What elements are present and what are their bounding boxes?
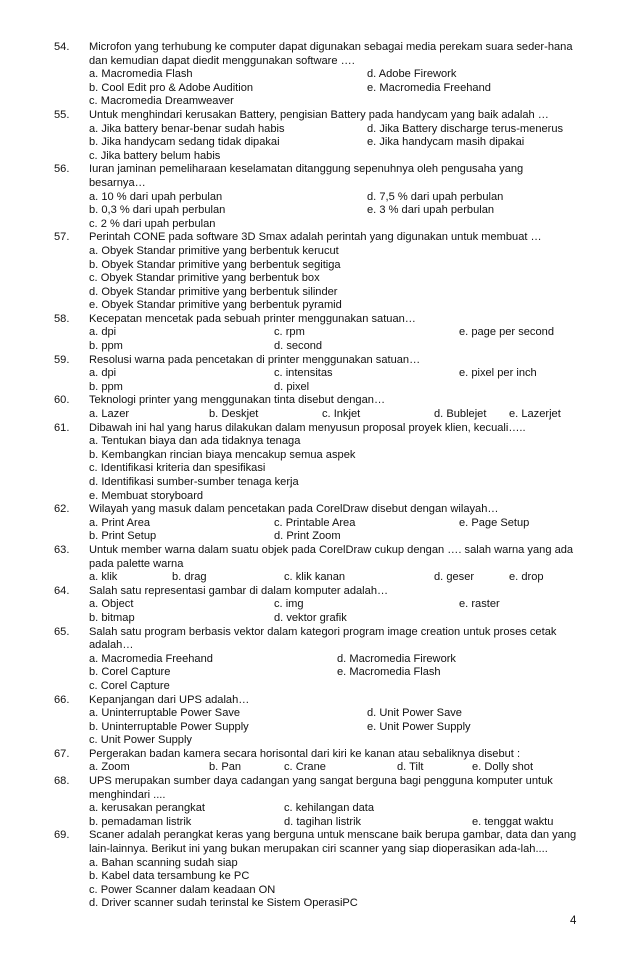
option-a: a. Lazer <box>89 408 130 421</box>
option-c: c. Obyek Standar primitive yang berbentuk box <box>89 272 320 285</box>
option-c: c. rpm <box>274 326 305 339</box>
question-55 <box>0 109 638 163</box>
option-d: d. second <box>274 340 323 353</box>
question-text: Kecepatan mencetak pada sebuah printer menggunakan satuan… <box>89 312 416 325</box>
option-e: e. Dolly shot <box>472 761 534 774</box>
option-b: b. 0,3 % dari upah perbulan <box>89 204 226 217</box>
question-61 <box>0 422 638 504</box>
question-text: Microfon yang terhubung ke computer dapat digunakan sebagai media perekam suara seder-hana dan kemudian dapat diedit menggunakan software …. <box>89 41 573 67</box>
option-e: e. Unit Power Supply <box>367 720 471 733</box>
option-a: a. klik <box>89 571 118 584</box>
option-c: c. Identifikasi kriteria dan spesifikasi <box>89 462 266 475</box>
option-d: d. pixel <box>274 380 310 393</box>
option-a: a. dpi <box>89 367 117 380</box>
question-number: 63. <box>54 543 70 556</box>
question-text: Kepanjangan dari UPS adalah… <box>89 693 250 706</box>
question-number: 66. <box>54 693 70 706</box>
question-text: Scaner adalah perangkat keras yang berguna untuk menscane baik berupa gambar, data dan yang lain-lainnya. Berikut ini yang bukan merupakan ciri scanner yang siap dioperasikan ada-lah.... <box>89 829 577 856</box>
question-number: 58. <box>54 312 70 325</box>
question-text: Perintah CONE pada software 3D Smax adalah perintah yang digunakan untuk membuat … <box>89 231 542 244</box>
option-d: d. Driver scanner sudah terinstal ke Sistem OperasiPC <box>89 897 358 910</box>
question-number: 61. <box>54 421 70 434</box>
option-b: b. Deskjet <box>209 408 259 421</box>
option-c: c. Inkjet <box>322 408 361 421</box>
option-a: a. dpi <box>89 326 117 339</box>
option-d: d. Obyek Standar primitive yang berbentuk silinder <box>89 285 338 298</box>
option-b: b. ppm <box>89 380 123 393</box>
option-c: c. kehilangan data <box>284 802 375 815</box>
question-text: Iuran jaminan pemeliharaan keselamatan ditanggung sepenuhnya oleh pengusaha yang besarnya… <box>89 163 524 189</box>
option-a: a. Macromedia Flash <box>89 68 193 81</box>
option-d: d. tagihan listrik <box>284 815 362 828</box>
option-a: a. 10 % dari upah perbulan <box>89 190 223 203</box>
question-67 <box>0 748 638 775</box>
option-a: a. Obyek Standar primitive yang berbentuk kerucut <box>89 244 339 257</box>
option-a: a. Jika battery benar-benar sudah habis <box>89 122 285 135</box>
option-b: b. Print Setup <box>89 530 157 543</box>
question-text: Wilayah yang masuk dalam pencetakan pada CorelDraw disebut dengan wilayah… <box>89 503 499 516</box>
question-text: Salah satu representasi gambar di dalam komputer adalah… <box>89 584 389 597</box>
question-56 <box>0 163 638 231</box>
question-number: 56. <box>54 163 70 176</box>
question-text: Untuk member warna dalam suatu objek pada CorelDraw cukup dengan …. salah warna yang ada pada palette warna <box>89 543 574 570</box>
option-b: b. Pan <box>209 761 242 774</box>
question-number: 60. <box>54 394 70 407</box>
option-c: c. Unit Power Supply <box>89 734 192 747</box>
option-b: b. Jika handycam sedang tidak dipakai <box>89 136 280 149</box>
option-a: a. Object <box>89 598 134 611</box>
option-c: c. Printable Area <box>274 516 356 529</box>
option-e: e. Obyek Standar primitive yang berbentuk pyramid <box>89 299 342 312</box>
option-e: e. drop <box>509 571 544 584</box>
option-e: e. Macromedia Freehand <box>367 81 491 94</box>
option-b: b. Uninterruptable Power Supply <box>89 720 249 733</box>
option-d: d. Print Zoom <box>274 530 341 543</box>
option-d: d. Adobe Firework <box>367 68 457 81</box>
option-a: a. Macromedia Freehand <box>89 652 213 665</box>
question-number: 55. <box>54 108 70 121</box>
option-d: d. Bublejet <box>434 408 487 421</box>
question-58 <box>0 313 638 354</box>
question-65 <box>0 626 638 694</box>
option-c: c. Power Scanner dalam keadaan ON <box>89 883 276 896</box>
option-c: c. img <box>274 598 304 611</box>
option-e: e. Membuat storyboard <box>89 489 204 502</box>
option-d: d. Identifikasi sumber-sumber tenaga kerja <box>89 476 299 488</box>
question-text: Untuk menghindari kerusakan Battery, pengisian Battery pada handycam yang baik adalah … <box>89 108 549 121</box>
question-60 <box>0 394 638 421</box>
question-text: Teknologi printer yang menggunakan tinta disebut dengan… <box>89 394 386 407</box>
question-text: UPS merupakan sumber daya cadangan yang sangat berguna bagi pengguna komputer untuk menghindari .... <box>89 775 553 801</box>
option-c: c. Crane <box>284 761 326 774</box>
option-d: d. Tilt <box>397 761 424 774</box>
option-b: b. bitmap <box>89 611 135 624</box>
question-number: 54. <box>54 41 70 53</box>
option-e: e. pixel per inch <box>459 367 537 380</box>
question-number: 68. <box>54 775 70 788</box>
option-e: e. Jika handycam masih dipakai <box>367 136 525 149</box>
option-d: d. Unit Power Save <box>367 707 462 720</box>
option-d: d. geser <box>434 571 475 584</box>
option-a: a. Bahan scanning sudah siap <box>89 856 238 869</box>
question-number: 59. <box>54 353 70 366</box>
question-text: Dibawah ini hal yang harus dilakukan dalam menyusun proposal proyek klien, kecuali….. <box>89 421 526 434</box>
question-number: 65. <box>54 625 70 638</box>
option-d: d. Macromedia Firework <box>337 652 456 665</box>
option-b: b. Kembangkan rincian biaya mencakup semua aspek <box>89 448 356 461</box>
option-e: e. Page Setup <box>459 516 530 529</box>
question-number: 69. <box>54 829 70 842</box>
question-59 <box>0 354 638 395</box>
question-63 <box>0 544 638 585</box>
option-d: d. vektor grafik <box>274 611 347 624</box>
option-d: d. 7,5 % dari upah perbulan <box>367 190 504 203</box>
question-66 <box>0 694 638 748</box>
option-a: a. Uninterruptable Power Save <box>89 707 241 720</box>
option-e: e. Macromedia Flash <box>337 666 441 679</box>
option-a: a. Tentukan biaya dan ada tidaknya tenaga <box>89 435 301 448</box>
question-number: 67. <box>54 747 70 760</box>
question-62 <box>0 503 638 544</box>
question-text: Resolusi warna pada pencetakan di printer menggunakan satuan… <box>89 353 421 366</box>
question-64 <box>0 585 638 626</box>
option-c: c. Jika battery belum habis <box>89 149 221 162</box>
option-b: b. Obyek Standar primitive yang berbentuk segitiga <box>89 258 341 271</box>
option-d: d. Jika Battery discharge terus-menerus <box>367 122 564 135</box>
question-number: 62. <box>54 503 70 516</box>
question-number: 64. <box>54 584 70 597</box>
question-54 <box>0 41 638 109</box>
option-c: c. 2 % dari upah perbulan <box>89 217 216 230</box>
option-c: c. Corel Capture <box>89 679 170 692</box>
option-a: a. kerusakan perangkat <box>89 802 205 815</box>
option-c: c. intensitas <box>274 367 333 380</box>
option-a: a. Zoom <box>89 761 130 774</box>
page-number: 4 <box>570 915 577 927</box>
option-e: e. Lazerjet <box>509 408 561 421</box>
option-b: b. Cool Edit pro & Adobe Audition <box>89 81 254 94</box>
question-57 <box>0 231 638 313</box>
question-69 <box>0 829 638 911</box>
question-68 <box>0 775 638 829</box>
option-e: e. page per second <box>459 326 554 339</box>
question-text: Pergerakan badan kamera secara horisontal dari kiri ke kanan atau sebaliknya disebut : <box>89 747 521 760</box>
question-text: Salah satu program berbasis vektor dalam kategori program image creation untuk proses cetak adalah… <box>89 625 557 652</box>
question-number: 57. <box>54 231 70 244</box>
option-e: e. tenggat waktu <box>472 815 554 828</box>
option-b: b. Corel Capture <box>89 666 171 679</box>
option-c: c. klik kanan <box>284 571 346 584</box>
option-c: c. Macromedia Dreamweaver <box>89 95 234 108</box>
exam-page <box>0 41 638 911</box>
option-e: e. raster <box>459 598 500 611</box>
option-a: a. Print Area <box>89 516 151 529</box>
option-e: e. 3 % dari upah perbulan <box>367 204 495 217</box>
option-b: b. ppm <box>89 340 123 353</box>
option-b: b. drag <box>172 571 207 584</box>
option-b: b. pemadaman listrik <box>89 815 192 828</box>
option-b: b. Kabel data tersambung ke PC <box>89 870 250 883</box>
